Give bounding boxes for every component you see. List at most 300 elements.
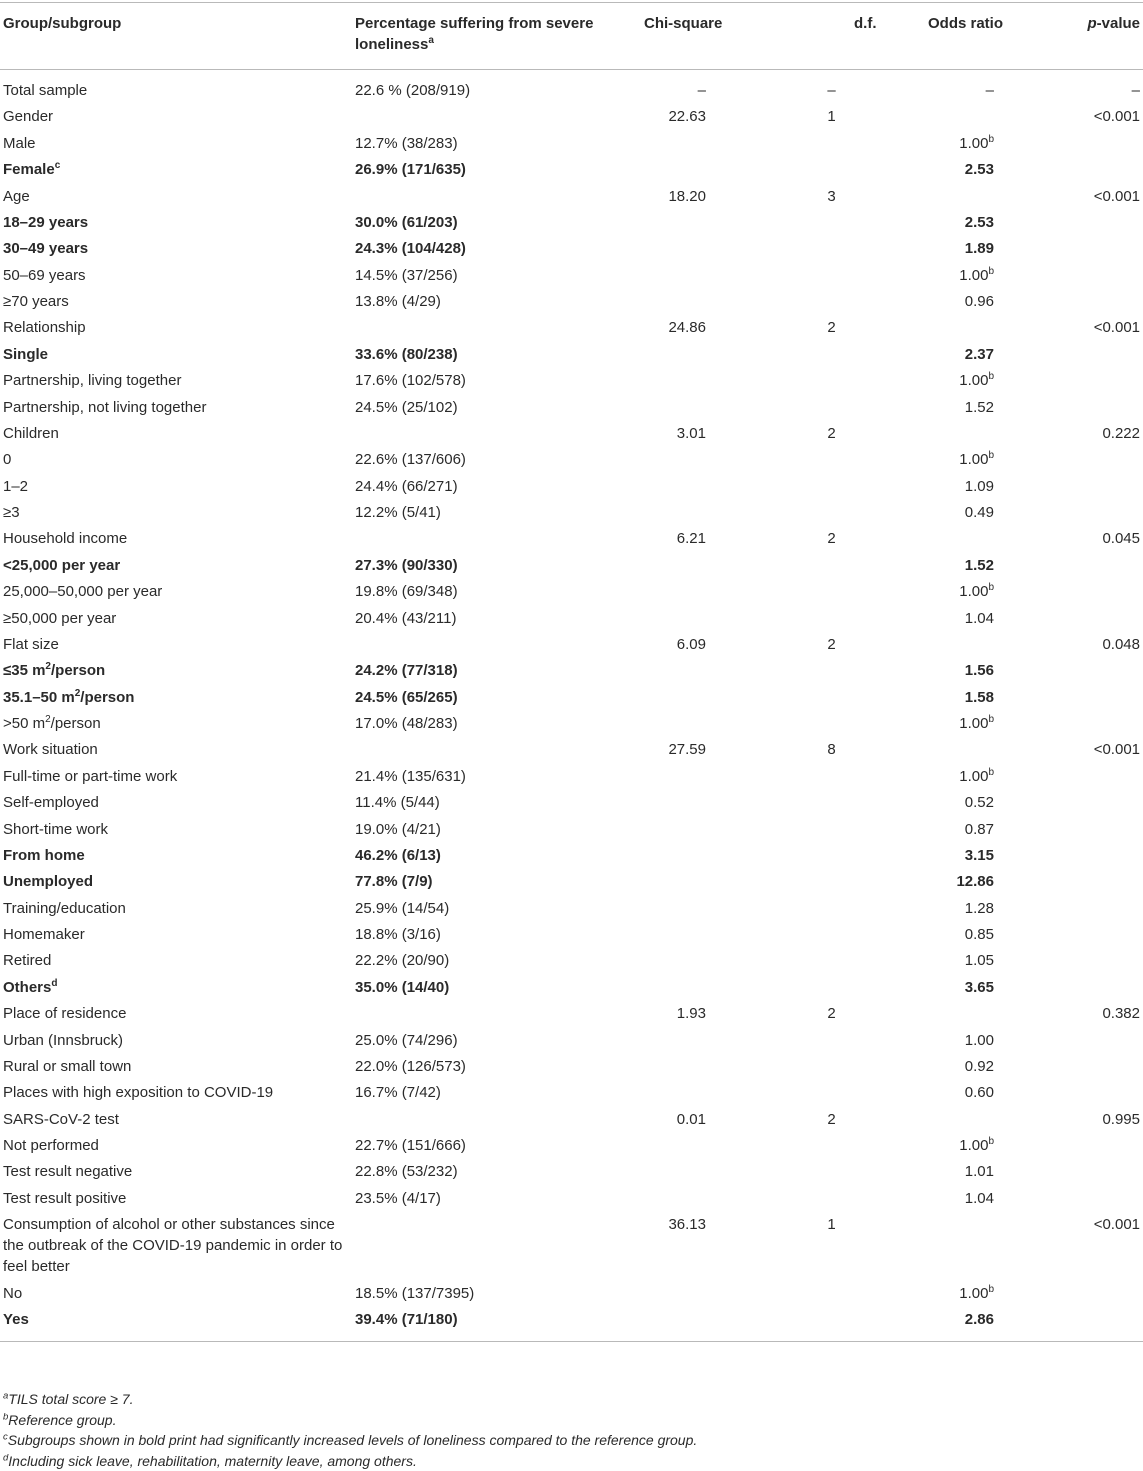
cell-df: 2 xyxy=(827,319,836,337)
cell-odds-ratio: 0.87 xyxy=(964,820,994,838)
cell-chi-square xyxy=(614,288,788,314)
header-chi-square: Chi-square xyxy=(644,15,723,32)
cell-group: Total sample xyxy=(3,82,88,99)
cell-odds-ratio: 1.00$^b$ xyxy=(959,265,994,284)
table-row xyxy=(0,394,1143,420)
cell-p-value xyxy=(1060,156,1143,182)
cell-group: Yes xyxy=(3,1310,29,1328)
table-row xyxy=(0,921,1143,947)
cell-group: Female$^c$ xyxy=(3,160,61,179)
cell-percentage: 22.7% (151/666) xyxy=(355,1137,466,1154)
cell-odds-ratio: 1.58 xyxy=(964,688,994,706)
cell-group: Age xyxy=(3,187,30,205)
cell-percentage xyxy=(352,315,614,341)
cell-p-value xyxy=(1060,130,1143,156)
cell-percentage xyxy=(352,631,614,657)
cell-df: 2 xyxy=(827,1005,836,1023)
cell-chi-square: – xyxy=(697,82,706,99)
cell-chi-square xyxy=(614,605,788,631)
cell-percentage: 25.0% (74/296) xyxy=(355,1031,458,1049)
cell-df xyxy=(788,473,890,499)
cell-chi-square: 3.01 xyxy=(676,424,706,442)
cell-chi-square: 6.21 xyxy=(676,530,706,548)
cell-percentage: 11.4% (5/44) xyxy=(355,794,440,812)
cell-percentage: 46.2% (6/13) xyxy=(355,846,441,864)
cell-p-value: <0.001 xyxy=(1093,1216,1140,1234)
cell-percentage: 12.7% (38/283) xyxy=(355,134,458,152)
cell-p-value: 0.048 xyxy=(1102,635,1140,653)
cell-percentage: 27.3% (90/330) xyxy=(355,556,458,574)
cell-p-value: 0.382 xyxy=(1102,1005,1140,1023)
cell-p-value: 0.995 xyxy=(1102,1110,1140,1128)
cell-p-value xyxy=(1060,1159,1143,1185)
cell-odds-ratio: 1.52 xyxy=(964,398,994,416)
table-row xyxy=(0,183,1143,209)
cell-chi-square xyxy=(614,842,788,868)
cell-odds-ratio: 3.15 xyxy=(964,846,994,864)
header-p-value: p-value xyxy=(1087,15,1140,32)
cell-odds-ratio xyxy=(890,631,1060,657)
cell-percentage: 77.8% (7/9) xyxy=(355,873,433,891)
cell-p-value xyxy=(1060,473,1143,499)
cell-chi-square xyxy=(614,1053,788,1079)
cell-p-value xyxy=(1060,1185,1143,1211)
cell-chi-square xyxy=(614,1027,788,1053)
cell-p-value xyxy=(1060,789,1143,815)
cell-odds-ratio: 1.00 xyxy=(964,1031,994,1049)
table-row xyxy=(0,526,1143,552)
cell-percentage: 18.5% (137/7395) xyxy=(355,1284,475,1302)
cell-df xyxy=(788,789,890,815)
table-row xyxy=(0,1106,1143,1132)
cell-percentage: 23.5% (4/17) xyxy=(355,1189,441,1207)
cell-odds-ratio: 0.96 xyxy=(964,293,994,310)
table-row xyxy=(0,710,1143,736)
table-row xyxy=(0,1027,1143,1053)
table-row xyxy=(0,895,1143,921)
cell-odds-ratio: 1.00$^b$ xyxy=(959,450,994,469)
cell-percentage: 26.9% (171/635) xyxy=(355,161,466,179)
cell-df: – xyxy=(827,82,836,99)
table-row xyxy=(0,262,1143,288)
table-row xyxy=(0,578,1143,604)
cell-group: Gender xyxy=(3,108,54,126)
cell-df xyxy=(788,658,890,684)
table-row xyxy=(0,974,1143,1000)
cell-percentage: 17.0% (48/283) xyxy=(355,715,458,732)
cell-chi-square xyxy=(614,1159,788,1185)
cell-p-value xyxy=(1060,605,1143,631)
cell-p-value xyxy=(1060,974,1143,1000)
cell-odds-ratio: 1.00$^b$ xyxy=(959,766,994,785)
cell-group: Training/education xyxy=(3,899,126,917)
cell-group: Place of residence xyxy=(3,1005,127,1023)
cell-odds-ratio: 0.52 xyxy=(964,794,994,812)
cell-group: Short-time work xyxy=(3,820,109,838)
cell-df xyxy=(788,578,890,604)
cell-percentage: 24.5% (25/102) xyxy=(355,398,458,416)
cell-p-value: <0.001 xyxy=(1093,187,1140,205)
cell-p-value: <0.001 xyxy=(1093,741,1140,759)
cell-chi-square xyxy=(614,209,788,235)
footnote: $^b$Reference group. xyxy=(3,1410,117,1428)
table-row xyxy=(0,473,1143,499)
cell-group: 1–2 xyxy=(3,477,29,495)
cell-p-value xyxy=(1060,209,1143,235)
cell-p-value xyxy=(1060,1080,1143,1106)
cell-p-value xyxy=(1060,552,1143,578)
header-group: Group/subgroup xyxy=(3,15,122,32)
table-row xyxy=(0,420,1143,446)
cell-odds-ratio: 0.60 xyxy=(964,1084,994,1102)
cell-percentage: 22.0% (126/573) xyxy=(355,1057,466,1075)
cell-odds-ratio: 1.00$^b$ xyxy=(959,1283,994,1302)
cell-odds-ratio xyxy=(890,737,1060,763)
cell-odds-ratio xyxy=(890,183,1060,209)
cell-p-value xyxy=(1060,394,1143,420)
table-row xyxy=(0,288,1143,314)
cell-group: Test result negative xyxy=(3,1163,133,1181)
cell-df xyxy=(788,367,890,393)
cell-df xyxy=(788,684,890,710)
cell-p-value xyxy=(1060,1280,1143,1306)
cell-group: Places with high exposition to COVID-19 xyxy=(3,1084,274,1102)
cell-percentage xyxy=(352,1211,614,1279)
cell-percentage: 21.4% (135/631) xyxy=(355,767,466,785)
table-row xyxy=(0,70,1143,104)
cell-odds-ratio: 1.00$^b$ xyxy=(959,133,994,152)
table-row xyxy=(0,605,1143,631)
cell-chi-square xyxy=(614,1185,788,1211)
cell-percentage: 13.8% (4/29) xyxy=(355,293,441,310)
cell-p-value xyxy=(1060,578,1143,604)
cell-p-value xyxy=(1060,921,1143,947)
cell-p-value xyxy=(1060,367,1143,393)
cell-percentage: 24.2% (77/318) xyxy=(355,662,458,680)
cell-chi-square xyxy=(614,367,788,393)
cell-percentage: 22.6 % (208/919) xyxy=(355,82,471,99)
cell-chi-square xyxy=(614,789,788,815)
cell-group: SARS-CoV-2 test xyxy=(3,1110,119,1128)
cell-p-value xyxy=(1060,816,1143,842)
cell-odds-ratio: 12.86 xyxy=(956,873,994,891)
cell-percentage: 25.9% (14/54) xyxy=(355,899,450,917)
cell-odds-ratio xyxy=(890,526,1060,552)
cell-chi-square: 36.13 xyxy=(668,1216,706,1234)
cell-df: 2 xyxy=(827,424,836,442)
cell-chi-square xyxy=(614,710,788,736)
cell-group: From home xyxy=(3,846,85,864)
cell-chi-square xyxy=(614,1080,788,1106)
cell-percentage: 19.8% (69/348) xyxy=(355,583,458,601)
cell-odds-ratio: 0.85 xyxy=(964,926,994,943)
cell-odds-ratio: 1.89 xyxy=(964,240,994,258)
cell-chi-square xyxy=(614,895,788,921)
cell-odds-ratio: 1.05 xyxy=(964,952,994,970)
header-odds-ratio: Odds ratio xyxy=(928,15,1004,32)
cell-p-value: 0.045 xyxy=(1102,530,1140,548)
cell-chi-square xyxy=(614,1132,788,1158)
table-row xyxy=(0,552,1143,578)
cell-odds-ratio xyxy=(890,420,1060,446)
cell-df: 1 xyxy=(827,108,836,126)
table-row xyxy=(0,1159,1143,1185)
cell-p-value xyxy=(1060,1306,1143,1341)
loneliness-table xyxy=(0,2,1143,1342)
footnote: $^a$TILS total score ≥ 7. xyxy=(3,1390,134,1407)
cell-odds-ratio: 1.52 xyxy=(964,556,994,574)
cell-percentage: 20.4% (43/211) xyxy=(355,609,457,627)
cell-chi-square: 24.86 xyxy=(668,319,706,337)
cell-percentage: 30.0% (61/203) xyxy=(355,213,458,231)
table-row xyxy=(0,1053,1143,1079)
cell-odds-ratio: 1.00$^b$ xyxy=(959,714,994,732)
cell-chi-square xyxy=(614,130,788,156)
cell-odds-ratio: 1.09 xyxy=(964,477,994,495)
cell-df xyxy=(788,710,890,736)
cell-group: Children xyxy=(3,424,59,442)
cell-group: Test result positive xyxy=(3,1189,127,1207)
cell-df xyxy=(788,156,890,182)
table-row xyxy=(0,869,1143,895)
cell-chi-square xyxy=(614,156,788,182)
cell-p-value xyxy=(1060,499,1143,525)
table-row xyxy=(0,367,1143,393)
cell-p-value: – xyxy=(1131,82,1140,99)
cell-df xyxy=(788,236,890,262)
cell-df xyxy=(788,1027,890,1053)
cell-chi-square: 0.01 xyxy=(676,1110,706,1128)
cell-p-value xyxy=(1060,948,1143,974)
cell-odds-ratio: 1.56 xyxy=(964,662,994,680)
cell-p-value xyxy=(1060,1027,1143,1053)
cell-percentage xyxy=(352,1000,614,1026)
cell-group: Self-employed xyxy=(3,794,99,812)
cell-group: Work situation xyxy=(3,741,98,759)
cell-percentage: 39.4% (71/180) xyxy=(355,1310,458,1328)
cell-percentage xyxy=(352,526,614,552)
cell-p-value xyxy=(1060,1053,1143,1079)
cell-odds-ratio: 2.53 xyxy=(964,161,994,179)
table-row xyxy=(0,1132,1143,1158)
table-row xyxy=(0,1211,1143,1279)
cell-p-value xyxy=(1060,869,1143,895)
cell-chi-square: 27.59 xyxy=(668,741,706,759)
cell-percentage: 24.3% (104/428) xyxy=(355,240,466,258)
cell-df xyxy=(788,869,890,895)
cell-group: ≤35 $m^2$/person xyxy=(3,661,106,680)
cell-group: Unemployed xyxy=(3,873,94,891)
cell-odds-ratio: 2.86 xyxy=(964,1310,994,1328)
cell-df xyxy=(788,921,890,947)
cell-p-value xyxy=(1060,710,1143,736)
table-row xyxy=(0,499,1143,525)
header-percentage: Percentage suffering from severe loneliness$^a$ xyxy=(355,15,594,53)
cell-chi-square xyxy=(614,816,788,842)
cell-df xyxy=(788,948,890,974)
cell-group: ≥50,000 per year xyxy=(3,609,117,627)
cell-chi-square xyxy=(614,341,788,367)
table-row xyxy=(0,816,1143,842)
cell-group: <25,000 per year xyxy=(3,556,121,574)
cell-p-value xyxy=(1060,262,1143,288)
cell-odds-ratio: 3.65 xyxy=(964,978,994,996)
cell-chi-square xyxy=(614,499,788,525)
cell-p-value xyxy=(1060,447,1143,473)
cell-chi-square: 22.63 xyxy=(668,108,706,126)
table-row xyxy=(0,842,1143,868)
cell-group: >50 $m^2$/person xyxy=(3,714,101,732)
cell-chi-square: 1.93 xyxy=(676,1005,706,1023)
cell-df xyxy=(788,763,890,789)
cell-chi-square xyxy=(614,473,788,499)
cell-df xyxy=(788,262,890,288)
table-row xyxy=(0,315,1143,341)
cell-df: 2 xyxy=(827,1110,836,1128)
cell-percentage: 24.5% (65/265) xyxy=(355,688,458,706)
table-row xyxy=(0,1280,1143,1306)
cell-percentage: 33.6% (80/238) xyxy=(355,345,458,363)
cell-chi-square xyxy=(614,447,788,473)
header-df: d.f. xyxy=(854,15,877,32)
cell-group: 18–29 years xyxy=(3,213,89,231)
table-row xyxy=(0,737,1143,763)
cell-df xyxy=(788,1185,890,1211)
cell-group: Relationship xyxy=(3,319,86,337)
table-row xyxy=(0,1306,1143,1341)
cell-percentage: 24.4% (66/271) xyxy=(355,477,458,495)
cell-odds-ratio: 1.00$^b$ xyxy=(959,371,994,390)
cell-df xyxy=(788,394,890,420)
cell-df xyxy=(788,552,890,578)
table-row xyxy=(0,104,1143,130)
cell-group: Urban (Innsbruck) xyxy=(3,1031,124,1049)
cell-percentage xyxy=(352,737,614,763)
cell-chi-square xyxy=(614,262,788,288)
cell-p-value: <0.001 xyxy=(1093,319,1140,337)
cell-group: Not performed xyxy=(3,1137,99,1154)
cell-df xyxy=(788,130,890,156)
cell-percentage: 22.6% (137/606) xyxy=(355,451,466,469)
table-row xyxy=(0,789,1143,815)
cell-odds-ratio xyxy=(890,1106,1060,1132)
cell-df xyxy=(788,1080,890,1106)
cell-odds-ratio: 0.49 xyxy=(964,504,994,521)
cell-df xyxy=(788,499,890,525)
table-row xyxy=(0,948,1143,974)
cell-df xyxy=(788,895,890,921)
cell-chi-square xyxy=(614,948,788,974)
cell-chi-square: 6.09 xyxy=(676,635,706,653)
cell-p-value xyxy=(1060,1132,1143,1158)
cell-chi-square xyxy=(614,236,788,262)
cell-group: Consumption of alcohol or other substances since the outbreak of the COVID-19 pandemic in order to feel better xyxy=(3,1216,343,1276)
cell-odds-ratio: 1.04 xyxy=(964,1189,994,1207)
cell-group: 35.1–50 $m^2$/person xyxy=(3,687,135,706)
cell-df: 3 xyxy=(827,187,836,205)
cell-df: 8 xyxy=(827,741,836,759)
cell-odds-ratio xyxy=(890,315,1060,341)
cell-df xyxy=(788,1280,890,1306)
table-row xyxy=(0,1185,1143,1211)
table-header-row xyxy=(0,3,1143,70)
cell-percentage: 35.0% (14/40) xyxy=(355,978,450,996)
cell-df xyxy=(788,816,890,842)
cell-chi-square xyxy=(614,658,788,684)
cell-odds-ratio xyxy=(890,1211,1060,1279)
footnote: $^c$Subgroups shown in bold print had significantly increased levels of loneliness compared to the reference group. xyxy=(3,1431,698,1448)
cell-group: 50–69 years xyxy=(3,266,86,284)
cell-df xyxy=(788,288,890,314)
cell-df xyxy=(788,1132,890,1158)
cell-p-value xyxy=(1060,236,1143,262)
cell-p-value: 0.222 xyxy=(1102,424,1140,442)
table-row xyxy=(0,341,1143,367)
table-row xyxy=(0,631,1143,657)
cell-df xyxy=(788,209,890,235)
cell-group: Household income xyxy=(3,530,128,548)
table-row xyxy=(0,236,1143,262)
cell-p-value xyxy=(1060,842,1143,868)
cell-odds-ratio: 1.01 xyxy=(964,1163,994,1181)
cell-percentage xyxy=(352,104,614,130)
cell-p-value xyxy=(1060,684,1143,710)
cell-p-value xyxy=(1060,895,1143,921)
cell-group: No xyxy=(3,1284,23,1302)
cell-df: 2 xyxy=(827,635,836,653)
cell-df xyxy=(788,447,890,473)
table-row xyxy=(0,1000,1143,1026)
cell-chi-square xyxy=(614,552,788,578)
table-row xyxy=(0,658,1143,684)
cell-percentage: 22.2% (20/90) xyxy=(355,952,450,970)
cell-percentage: 22.8% (53/232) xyxy=(355,1163,458,1181)
cell-group: Flat size xyxy=(3,635,59,653)
cell-group: ≥3 xyxy=(3,504,20,521)
cell-group: ≥70 years xyxy=(3,293,69,310)
cell-chi-square xyxy=(614,1280,788,1306)
cell-percentage: 16.7% (7/42) xyxy=(355,1084,441,1102)
cell-df xyxy=(788,1053,890,1079)
table-row xyxy=(0,684,1143,710)
cell-p-value xyxy=(1060,341,1143,367)
cell-group: Others$^d$ xyxy=(3,977,58,996)
table-row xyxy=(0,763,1143,789)
table-row xyxy=(0,130,1143,156)
cell-percentage: 12.2% (5/41) xyxy=(355,504,441,521)
cell-df xyxy=(788,605,890,631)
cell-group: Full-time or part-time work xyxy=(3,767,178,785)
cell-group: Single xyxy=(3,345,49,363)
cell-chi-square xyxy=(614,578,788,604)
cell-percentage xyxy=(352,183,614,209)
cell-chi-square xyxy=(614,974,788,1000)
cell-chi-square: 18.20 xyxy=(668,187,706,205)
cell-chi-square xyxy=(614,869,788,895)
cell-p-value xyxy=(1060,288,1143,314)
cell-odds-ratio: – xyxy=(985,82,994,99)
table-row xyxy=(0,209,1143,235)
cell-p-value xyxy=(1060,763,1143,789)
cell-p-value: <0.001 xyxy=(1093,108,1140,126)
cell-odds-ratio: 2.37 xyxy=(964,345,994,363)
cell-percentage xyxy=(352,420,614,446)
cell-odds-ratio xyxy=(890,104,1060,130)
cell-chi-square xyxy=(614,763,788,789)
cell-odds-ratio: 0.92 xyxy=(964,1057,994,1075)
cell-group: Homemaker xyxy=(3,926,85,943)
cell-df xyxy=(788,1306,890,1341)
